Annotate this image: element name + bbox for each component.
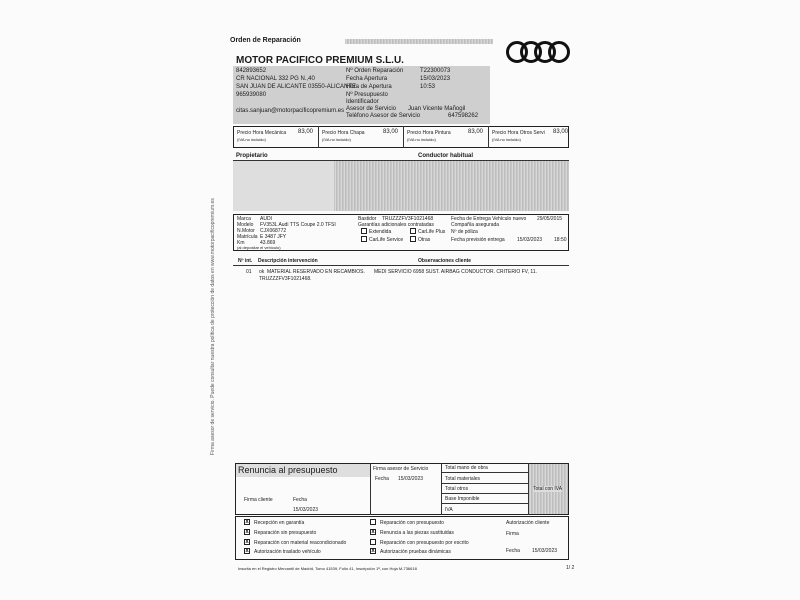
total-label-1: Total mano de obra (445, 465, 488, 471)
autorizacion-fecha-value: 15/03/2023 (532, 548, 558, 554)
price-note-pintura: (IVA no incluido) (407, 137, 436, 142)
asesor-fecha-value: 15/03/2023 (398, 476, 424, 482)
order-number: T22300073 (420, 68, 451, 74)
audi-rings-logo (505, 38, 571, 66)
firma-asesor-label: Firma asesor de Servicio (373, 466, 429, 472)
policy-label: Nº de póliza (451, 229, 478, 235)
price-note-otros: (IVA no incluido) (492, 137, 521, 142)
driver-label: Conductor habitual (418, 153, 473, 159)
vehicle-label-km: Km (237, 240, 245, 246)
intervention-observation: MEDI SERVICIO 6958 SUST. AIRBAG CONDUCTOR. CRITERIO FV, 11. (374, 269, 537, 275)
delivery-forecast-time: 18:50 (554, 237, 567, 243)
intervention-num: 01 (246, 269, 252, 275)
footer-page-number: 1/ 2 (566, 565, 575, 571)
order-label-5: Identificador (346, 99, 379, 105)
renuncia-fecha-label: Fecha (293, 497, 307, 503)
price-label-otros: Precio Hora Otros Servi (492, 130, 545, 136)
company-line-2: CR NACIONAL 332 PG N.,40 (236, 76, 315, 82)
totals-rule-4 (441, 503, 528, 504)
opening-time: 10:53 (420, 84, 436, 90)
order-label-2: Fecha Apertura (346, 76, 388, 82)
label-reparacion-con-presupuesto: Reparación con presupuesto (380, 520, 444, 526)
guarantees-label: Garantías adicionales contratadas (358, 222, 434, 228)
km-note: (al depositar el vehículo) (237, 245, 281, 250)
autorizacion-fecha-label: Fecha (506, 548, 520, 554)
otras-checkbox[interactable] (410, 236, 416, 242)
total-iva-label: Total con IVA (533, 486, 563, 492)
carlife-plus-label: CarLife Plus (418, 229, 446, 235)
extendida-label: Extendida (369, 229, 392, 235)
carlife-plus-checkbox[interactable] (410, 228, 416, 234)
company-line-4: 965939080 (236, 92, 267, 98)
owner-label: Propietario (236, 153, 268, 159)
autorizacion-cliente-label: Autorización cliente (506, 520, 550, 526)
price-label-mecanica: Precio Hora Mecánica (237, 130, 287, 136)
firma-cliente-label: Firma cliente (244, 497, 273, 503)
vehicle-label-modelo: Modelo (237, 222, 254, 228)
opening-date: 15/03/2023 (420, 76, 451, 82)
label-material-reacondicionado: Reparación con material reacondicionado (254, 540, 347, 546)
price-label-chapa: Precio Hora Chapa (322, 130, 365, 136)
check-reparacion-con-presupuesto[interactable] (370, 519, 376, 525)
asesor-fecha-label: Fecha (375, 476, 389, 482)
check-material-reacondicionado[interactable]: x (245, 539, 249, 545)
total-label-2: Total materiales (445, 476, 481, 482)
total-label-3: Total otros (445, 486, 469, 492)
extendida-checkbox[interactable] (361, 228, 367, 234)
col-header-observations: Observaciones cliente (418, 258, 472, 264)
delivery-forecast-date: 15/03/2023 (517, 237, 543, 243)
price-note-mecanica: (IVA no incluido) (237, 137, 266, 142)
renuncia-fecha-value: 15/03/2023 (293, 507, 319, 513)
check-recepcion-garantia[interactable]: x (245, 519, 249, 525)
totals-rule-3 (441, 493, 528, 494)
header-shading (345, 39, 493, 44)
vehicle-plate: E 3487 JFY (260, 234, 287, 240)
total-label-5: IVA (445, 507, 453, 513)
label-presupuesto-escrito: Reparación con presupuesto por escrito (380, 540, 469, 546)
totals-rule-1 (441, 472, 528, 473)
label-renuncia-piezas: Renuncia a las piezas sustituidas (380, 530, 454, 536)
vehicle-brand: AUDI (260, 216, 272, 222)
total-label-4: Base Imponible (445, 496, 480, 502)
doc-type-title: Orden de Reparación (230, 37, 301, 44)
carlife-service-checkbox[interactable] (361, 236, 367, 242)
insurer-label: Compañía asegurada (451, 222, 500, 228)
price-value-pintura: 83,00 (468, 129, 484, 135)
vehicle-label-matricula: Matrícula (237, 234, 258, 240)
delivery-new-label: Fecha de Entrega Vehículo nuevo (451, 216, 527, 222)
renuncia-title: Renuncia al presupuesto (238, 465, 338, 475)
delivery-new-value: 29/05/2015 (537, 216, 563, 222)
order-label-4: Nº Presupuesto (346, 92, 388, 98)
vehicle-label-motor: N.Motor (237, 228, 255, 234)
prices-divider-1 (318, 126, 319, 148)
autorizacion-firma-label: Firma (506, 531, 519, 537)
order-label-6: Asesor de Servicio (346, 106, 397, 112)
owner-redacted (233, 161, 334, 211)
vertical-side-text: Firma asesor de servicio. Puede consultar nuestra política de protección de datos en www.motorpacificopremium.es (210, 198, 216, 455)
company-name: MOTOR PACIFICO PREMIUM S.L.U. (236, 55, 404, 66)
price-value-otros: 83,00 (553, 129, 569, 135)
vehicle-model: FV353L Audi TTS Coupe 2.0 TFSI (260, 222, 336, 228)
vehicle-label-marca: Marca (237, 216, 251, 222)
company-line-1: 842893652 (236, 68, 267, 74)
intervention-status: ok (259, 269, 265, 275)
check-pruebas-dinamicas[interactable]: x (371, 548, 375, 554)
label-recepcion-garantia: Recepción en garantía (254, 520, 305, 526)
carlife-service-label: CarLife Service (369, 237, 404, 243)
price-note-chapa: (IVA no incluido) (322, 137, 351, 142)
label-pruebas-dinamicas: Autorización pruebas dinámicas (380, 549, 451, 555)
vehicle-engine: CJX068772 (260, 228, 287, 234)
order-label-1: Nº Orden Reparación (346, 68, 404, 74)
label-traslado-vehiculo: Autorización traslado vehículo (254, 549, 321, 555)
prices-divider-3 (488, 126, 489, 148)
totals-rule-2 (441, 483, 528, 484)
renuncia-divider-2 (441, 463, 442, 515)
company-line-3: SAN JUAN DE ALICANTE 03550-ALICANTE (236, 84, 357, 90)
company-email: citas.sanjuan@motorpacificopremium.es (236, 108, 345, 114)
order-label-3: Hora de Apertura (346, 84, 392, 90)
order-label-7: Teléfono Asesor de Servicio (346, 113, 421, 119)
footer-registry: Inscrita en el Registro Mercantil de Madrid, Tomo 41539, Folio 41, Inscripción 1ª, con Hoja M-736618 (238, 566, 417, 571)
col-header-description: Descripción intervención (258, 258, 318, 264)
driver-redacted (334, 161, 569, 211)
col-header-num: Nº int. (238, 258, 253, 264)
intervention-description: MATERIAL RESERVADO EN RECAMBIOS. (267, 269, 365, 275)
intervention-description-2: TRUZZZFV3F1021468. (259, 276, 312, 282)
vehicle-km: 43.869 (260, 240, 276, 246)
check-presupuesto-escrito[interactable] (370, 539, 376, 545)
prices-divider-2 (403, 126, 404, 148)
delivery-forecast-label: Fecha previsión entrega (451, 237, 505, 243)
price-value-chapa: 83,00 (383, 129, 399, 135)
check-traslado-vehiculo[interactable]: x (245, 548, 249, 554)
interventions-rule (233, 265, 569, 266)
price-value-mecanica: 83,00 (298, 129, 314, 135)
bastidor-label: Bastidor (358, 216, 377, 222)
service-advisor: Juan Vicente Mañogil (408, 106, 466, 112)
price-label-pintura: Precio Hora Pintura (407, 130, 451, 136)
advisor-phone: 647598262 (448, 113, 479, 119)
check-reparacion-sin-presupuesto[interactable]: x (245, 529, 249, 535)
bastidor-value: TRUZZZFV3F1021468 (382, 216, 434, 222)
label-reparacion-sin-presupuesto: Reparación sin presupuesto (254, 530, 317, 536)
check-renuncia-piezas[interactable]: x (371, 529, 375, 535)
renuncia-divider-1 (370, 463, 371, 515)
otras-label: Otras (418, 237, 431, 243)
